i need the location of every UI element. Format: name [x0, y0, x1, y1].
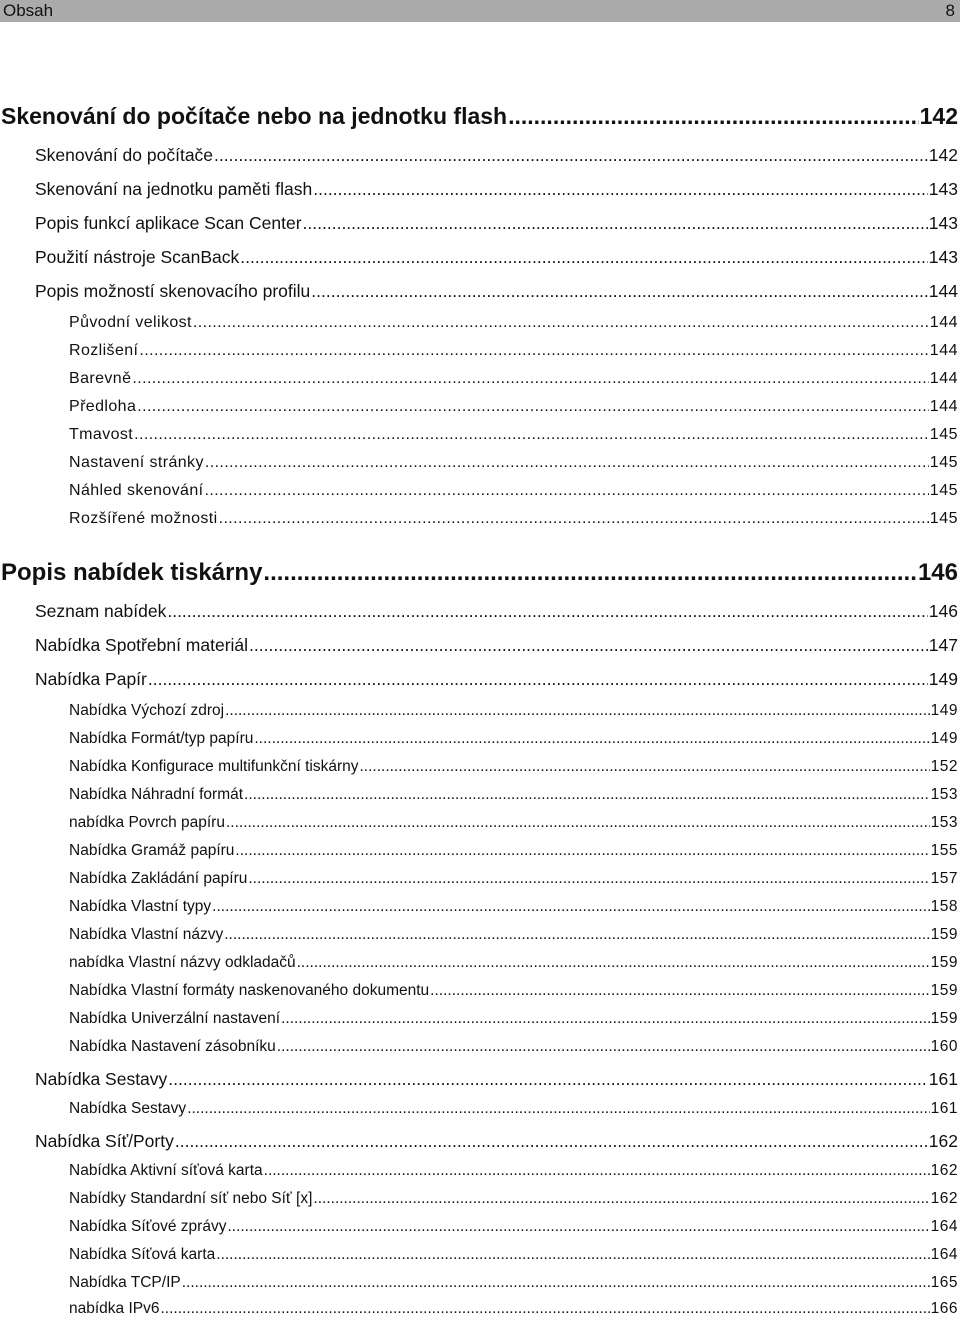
toc-dot-leader: [254, 730, 929, 748]
toc-entry-title: Nabídka Vlastní typy: [69, 898, 212, 915]
toc-entry-title: nabídka Povrch papíru: [69, 814, 225, 831]
toc-entry-page: 159: [930, 926, 958, 943]
toc-entry-page: 161: [928, 1069, 958, 1089]
toc-entry-page: 164: [930, 1218, 958, 1235]
toc-dot-leader: [134, 426, 929, 444]
toc-dot-leader: [182, 1274, 930, 1292]
toc-subsection-entry[interactable]: [69, 842, 958, 860]
toc-entry-page: 152: [930, 758, 958, 775]
toc-entry-title: Skenování na jednotku paměti flash: [35, 179, 313, 199]
toc-dot-leader: [235, 842, 929, 860]
toc-entry-title: Popis možností skenovacího profilu: [35, 281, 311, 301]
toc-subsection-entry[interactable]: [69, 314, 958, 332]
toc-entry-page: 159: [930, 982, 958, 999]
toc-entry-title: Nabídka Konfigurace multifunkční tiskárny: [69, 758, 359, 775]
toc-subsection-entry[interactable]: [69, 454, 958, 472]
toc-subsection-entry[interactable]: [69, 370, 958, 388]
toc-entry-title: Nastavení stránky: [69, 454, 204, 471]
header-page-number: 8: [945, 1, 955, 20]
toc-entry-title: Seznam nabídek: [35, 601, 167, 621]
toc-entry-title: Nabídka TCP/IP: [69, 1274, 181, 1291]
toc-dot-leader: [216, 1246, 929, 1264]
toc-entry-title: Skenování do počítače: [35, 145, 214, 165]
toc-dot-leader: [214, 145, 928, 166]
toc-entry-title: Nabídka Formát/typ papíru: [69, 730, 254, 747]
toc-entry-page: 166: [930, 1300, 958, 1317]
toc-entry-title: Nabídka Síť/Porty: [35, 1131, 174, 1151]
toc-subsection-entry[interactable]: [69, 510, 958, 528]
toc-subsection-entry[interactable]: [69, 1190, 958, 1208]
toc-dot-leader: [175, 1131, 928, 1152]
toc-entry-title: Nabídka Aktivní síťová karta: [69, 1162, 263, 1179]
toc-dot-leader: [240, 247, 928, 268]
toc-dot-leader: [244, 786, 930, 804]
toc-entry-title: Barevně: [69, 370, 132, 387]
toc-entry-page: 159: [930, 1010, 958, 1027]
toc-entry-page: 149: [930, 730, 958, 747]
toc-dot-leader: [205, 454, 929, 472]
toc-dot-leader: [139, 342, 928, 360]
toc-entry-page: 157: [930, 870, 958, 887]
toc-entry-title: Nabídka Výchozí zdroj: [69, 702, 225, 719]
toc-entry-title: Nabídka Sestavy: [69, 1100, 187, 1117]
toc-dot-leader: [311, 281, 928, 302]
toc-dot-leader: [137, 398, 929, 416]
toc-entry-page: 144: [928, 281, 958, 301]
toc-entry-title: Nabídka Papír: [35, 669, 147, 689]
toc-section-entry[interactable]: [35, 145, 958, 166]
toc-section-entry[interactable]: [35, 179, 958, 200]
toc-entry-page: 142: [928, 145, 958, 165]
toc-entry-page: 143: [928, 247, 958, 267]
toc-dot-leader: [297, 954, 930, 972]
toc-dot-leader: [168, 1069, 928, 1090]
toc-dot-leader: [193, 314, 929, 332]
toc-dot-leader: [187, 1100, 929, 1118]
toc-chapter-entry[interactable]: [1, 103, 958, 130]
toc-entry-title: Nabídka Síťová karta: [69, 1246, 216, 1263]
toc-dot-leader: [227, 1218, 929, 1236]
toc-subsection-entry[interactable]: [69, 786, 958, 804]
toc-entry-title: Použití nástroje ScanBack: [35, 247, 240, 267]
toc-entry-page: 143: [928, 179, 958, 199]
toc-entry-page: 161: [930, 1100, 958, 1117]
toc-chapter-entry[interactable]: [1, 559, 958, 587]
toc-section-entry[interactable]: [35, 601, 958, 622]
toc-entry-title: nabídka IPv6: [69, 1300, 160, 1317]
toc-dot-leader: [430, 982, 929, 1000]
toc-entry-page: 144: [929, 370, 958, 387]
toc-dot-leader: [248, 870, 929, 888]
toc-subsection-entry[interactable]: [69, 1246, 958, 1264]
toc-dot-leader: [264, 1162, 930, 1180]
toc-entry-page: 144: [929, 342, 958, 359]
toc-entry-page: 162: [930, 1190, 958, 1207]
toc-entry-page: 160: [930, 1038, 958, 1055]
toc-section-entry[interactable]: [35, 213, 958, 234]
toc-subsection-entry[interactable]: [69, 898, 958, 916]
toc-dot-leader: [313, 1190, 929, 1208]
toc-entry-page: 159: [930, 954, 958, 971]
toc-dot-leader: [281, 1010, 930, 1028]
toc-subsection-entry[interactable]: [69, 1162, 958, 1180]
toc-entry-title: Rozšířené možnosti: [69, 510, 218, 527]
toc-entry-title: Nabídka Síťové zprávy: [69, 1218, 227, 1235]
toc-subsection-entry[interactable]: [69, 1100, 958, 1118]
toc-entry-title: Náhled skenování: [69, 482, 204, 499]
toc-entry-title: Skenování do počítače nebo na jednotku flash: [1, 103, 508, 129]
toc-entry-page: 144: [929, 314, 958, 331]
toc-entry-title: Nabídka Spotřební materiál: [35, 635, 249, 655]
toc-entry-title: Nabídka Vlastní formáty naskenovaného dokumentu: [69, 982, 430, 999]
toc-subsection-entry[interactable]: [69, 1274, 958, 1292]
toc-entry-page: 149: [930, 702, 958, 719]
toc-subsection-entry[interactable]: [69, 342, 958, 360]
toc-subsection-entry[interactable]: [69, 702, 958, 720]
header-section-title: Obsah: [3, 1, 54, 20]
toc-entry-page: 145: [929, 426, 958, 443]
toc-subsection-entry[interactable]: [69, 954, 958, 972]
toc-entry-title: Nabídka Vlastní názvy: [69, 926, 224, 943]
toc-entry-page: 142: [919, 103, 958, 129]
toc-entry-title: Nabídky Standardní síť nebo Síť [x]: [69, 1190, 313, 1207]
toc-entry-page: 158: [930, 898, 958, 915]
toc-entry-page: 165: [930, 1274, 958, 1291]
toc-dot-leader: [148, 669, 928, 690]
toc-entry-title: Nabídka Nastavení zásobníku: [69, 1038, 276, 1055]
toc-section-entry[interactable]: [35, 669, 958, 690]
toc-subsection-entry[interactable]: [69, 758, 958, 776]
toc-entry-page: 162: [930, 1162, 958, 1179]
toc-subsection-entry[interactable]: [69, 426, 958, 444]
toc-dot-leader: [167, 601, 927, 622]
toc-dot-leader: [205, 482, 929, 500]
toc-entry-title: Rozlišení: [69, 342, 139, 359]
toc-subsection-entry[interactable]: [69, 398, 958, 416]
toc-subsection-entry[interactable]: [69, 982, 958, 1000]
toc-subsection-entry[interactable]: [69, 482, 958, 500]
toc-entry-page: 143: [928, 213, 958, 233]
toc-entry-page: 145: [929, 454, 958, 471]
toc-dot-leader: [226, 814, 930, 832]
toc-dot-leader: [508, 103, 919, 130]
toc-entry-page: 145: [929, 510, 958, 527]
toc-subsection-entry[interactable]: [69, 730, 958, 748]
toc-entry-page: 153: [930, 814, 958, 831]
toc-entry-page: 147: [928, 635, 958, 655]
toc-dot-leader: [224, 926, 929, 944]
toc-dot-leader: [249, 635, 928, 656]
toc-entry-page: 146: [917, 559, 958, 586]
toc-entry-title: Původní velikost: [69, 314, 192, 331]
toc-entry-title: Tmavost: [69, 426, 134, 443]
toc-entry-title: Nabídka Zakládání papíru: [69, 870, 248, 887]
toc-entry-title: Nabídka Náhradní formát: [69, 786, 244, 803]
toc-entry-page: 162: [928, 1131, 958, 1151]
toc-entry-page: 153: [930, 786, 958, 803]
toc-section-entry[interactable]: [35, 247, 958, 268]
toc-dot-leader: [212, 898, 929, 916]
toc-entry-page: 145: [929, 482, 958, 499]
toc-subsection-entry[interactable]: [69, 870, 958, 888]
toc-dot-leader: [219, 510, 929, 528]
toc-dot-leader: [277, 1038, 930, 1056]
toc-dot-leader: [263, 559, 917, 587]
toc-entry-title: Nabídka Univerzální nastavení: [69, 1010, 281, 1027]
toc-section-entry[interactable]: [35, 1069, 958, 1090]
toc-dot-leader: [359, 758, 929, 776]
toc-entry-title: nabídka Vlastní názvy odkladačů: [69, 954, 296, 971]
toc-dot-leader: [313, 179, 928, 200]
toc-entry-page: 164: [930, 1246, 958, 1263]
toc-entry-title: Popis nabídek tiskárny: [1, 559, 263, 586]
toc-subsection-entry[interactable]: [69, 926, 958, 944]
toc-subsection-entry[interactable]: [69, 1038, 958, 1056]
toc-subsection-entry[interactable]: [69, 1300, 958, 1318]
toc-entry-page: 144: [929, 398, 958, 415]
toc-section-entry[interactable]: [35, 1131, 958, 1152]
toc-dot-leader: [225, 702, 930, 720]
toc-entry-title: Nabídka Sestavy: [35, 1069, 168, 1089]
toc-entry-title: Popis funkcí aplikace Scan Center: [35, 213, 302, 233]
toc-dot-leader: [132, 370, 928, 388]
toc-subsection-entry[interactable]: [69, 814, 958, 832]
toc-dot-leader: [303, 213, 928, 234]
toc-entry-page: 149: [928, 669, 958, 689]
toc-entry-page: 146: [928, 601, 958, 621]
toc-dot-leader: [160, 1300, 929, 1318]
toc-entry-page: 155: [930, 842, 958, 859]
toc-entry-title: Nabídka Gramáž papíru: [69, 842, 235, 859]
toc-entry-title: Předloha: [69, 398, 137, 415]
toc-subsection-entry[interactable]: [69, 1218, 958, 1236]
toc-section-entry[interactable]: [35, 281, 958, 302]
toc-section-entry[interactable]: [35, 635, 958, 656]
toc-subsection-entry[interactable]: [69, 1010, 958, 1028]
